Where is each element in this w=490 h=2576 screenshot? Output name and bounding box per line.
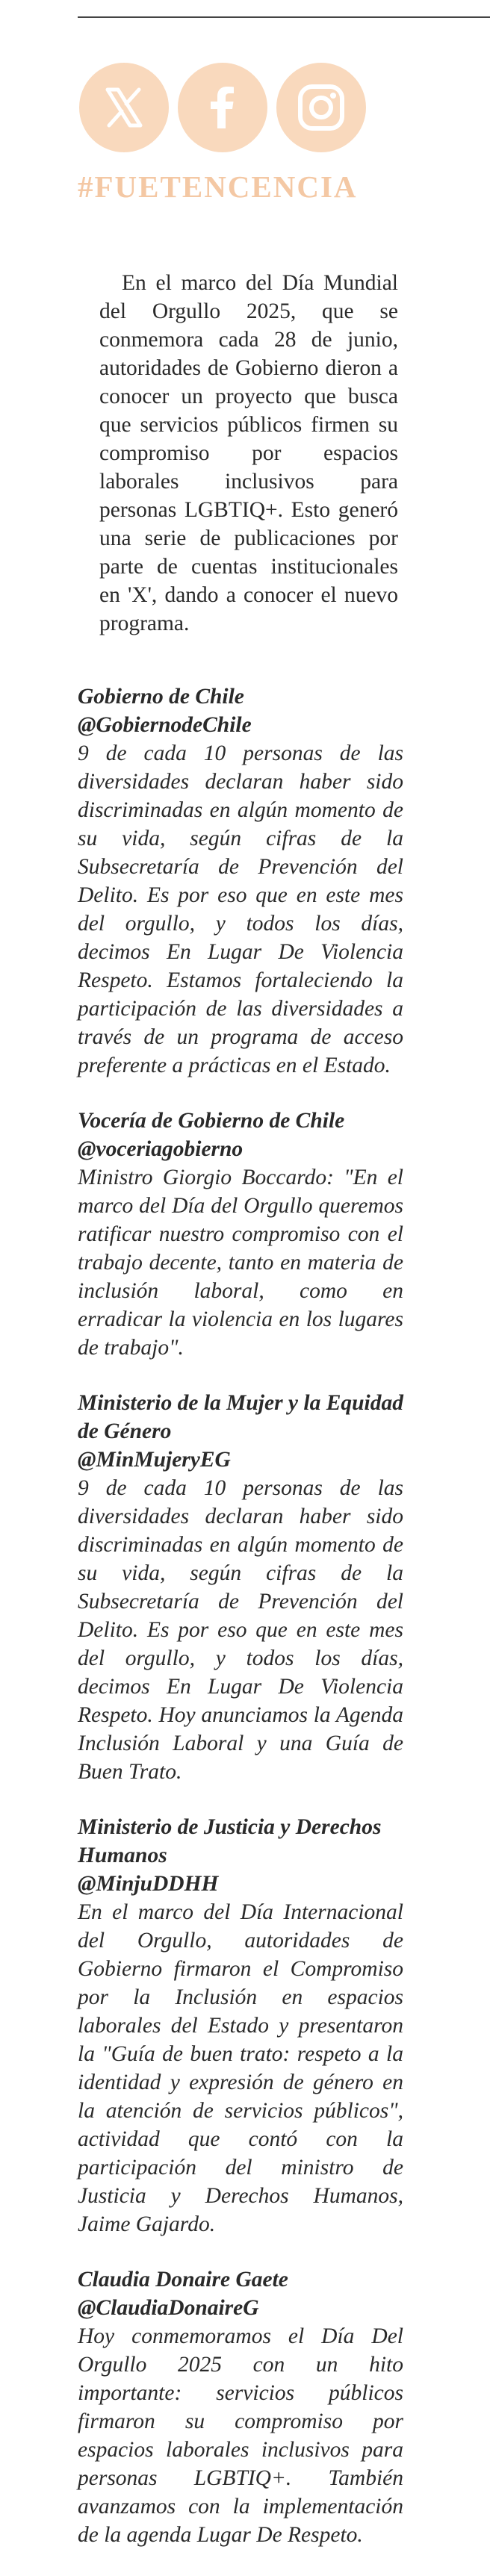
post-text: 9 de cada 10 personas de las diversidades declaran haber sido discriminadas en algún momento de su vida, según cifras de la Subsecretaría de Prevención del Delito. Es por eso que en este mes del orgullo, y todos los días, decimos En Lugar De Violencia Respeto. Hoy anunciamos la Agenda Inclusión Laboral y una Guía de Buen Trato.: [78, 1476, 403, 1784]
intro-paragraph: En el marco del Día Mundial del Orgullo 2025, que se conmemora cada 28 de junio, autoridades de Gobierno dieron a conocer un proyecto que busca que servicios públicos firmen su compromiso por espacios laborales inclusivos para personas LGBTIQ+. Esto generó una serie de publicaciones por parte de cuentas institucionales en 'X', dando a conocer el nuevo programa.: [99, 271, 398, 635]
post-text: 9 de cada 10 personas de las diversidades declaran haber sido discriminadas en algún momento de su vida, según cifras de la Subsecretaría de Prevención del Delito. Es por eso que en este mes del orgullo, y todos los días, decimos En Lugar De Violencia Respeto. Estamos fortaleciendo la participación de las diversidades a través de un programa de acceso preferente a prácticas en el Estado.: [78, 741, 403, 1077]
post-text: En el marco del Día Internacional del Orgullo, autoridades de Gobierno firmaron el Compromiso por la Inclusión en espacios laborales del Estado y presentaron la "Guía de buen trato: respeto a la identidad y expresión de género en la atención de servicios públicos", actividad que contó con la participación del ministro de Justicia y Derechos Humanos, Jaime Gajardo.: [78, 1900, 403, 2236]
instagram-icon[interactable]: [276, 63, 366, 152]
post-author: Gobierno de Chile: [78, 685, 244, 709]
facebook-icon[interactable]: [178, 63, 267, 152]
post-handle: @ClaudiaDonaireG: [78, 2296, 259, 2320]
post-item: [78, 1389, 403, 1786]
social-icons: [79, 63, 366, 152]
post-handle: @MinjuDDHH: [78, 1872, 219, 1896]
post-item: [78, 1107, 403, 1362]
x-icon[interactable]: [79, 63, 169, 152]
top-divider: [78, 16, 490, 18]
post-text: Ministro Giorgio Boccardo: "En el marco del Día del Orgullo queremos ratificar nuestro compromiso con el trabajo decente, tanto en materia de inclusión laboral, como en erradicar la violencia en los lugares de trabajo".: [78, 1166, 403, 1360]
hashtag-heading: #FUETENCENCIA: [78, 169, 358, 204]
post-item: [78, 682, 403, 1080]
post-author: Ministerio de Justicia y Derechos Humanos: [78, 1815, 382, 1867]
post-handle: @GobiernodeChile: [78, 713, 252, 737]
post-author: Vocería de Gobierno de Chile: [78, 1109, 345, 1133]
posts-list: [78, 682, 403, 2576]
post-handle: @MinMujeryEG: [78, 1448, 231, 1472]
post-handle: @voceriagobierno: [78, 1137, 244, 1161]
post-text: Hoy conmemoramos el Día Del Orgullo 2025 con un hito importante: servicios públicos firmaron su compromiso por espacios laborales inclusivos para personas LGBTIQ+. También avanzamos con la implementación de la agenda Lugar De Respeto.: [78, 2324, 403, 2547]
post-author: Ministerio de la Mujer y la Equidad de Género: [78, 1391, 403, 1443]
post-item: [78, 1813, 403, 2239]
post-item: [78, 2265, 403, 2549]
post-author: Claudia Donaire Gaete: [78, 2268, 288, 2292]
